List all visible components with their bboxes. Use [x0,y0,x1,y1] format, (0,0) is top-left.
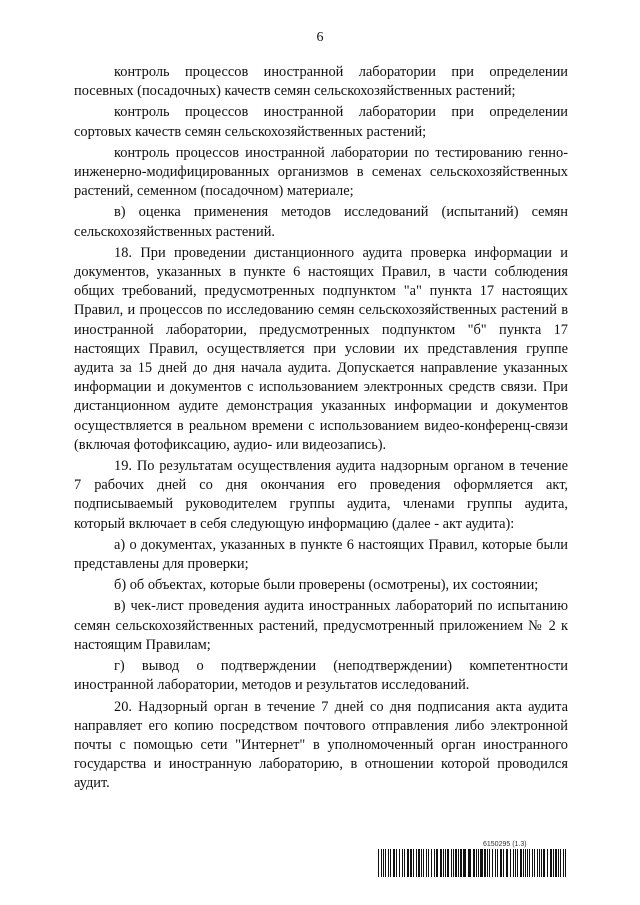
barcode-bar [565,849,566,877]
barcode-icon [378,849,568,877]
barcode-bar [378,849,379,877]
barcode-bar [410,849,412,877]
barcode-bar [402,849,403,877]
paragraph: в) чек-лист проведения аудита иностранных лабораторий по испытанию семян сельскохозяйственных растений, предусмотренный приложением № 2 к настоящим Правилам; [74,598,568,653]
barcode-bar [555,849,557,877]
paragraph: контроль процессов иностранной лаборатории по тестированию генно-инженерно-модифицированных организмов в семенах сельскохозяйственных растений, семенном (посадочном) материале; [74,144,568,200]
paragraph: г) вывод о подтверждении (неподтверждении) компетентности иностранной лаборатории, методов и результатов исследований. [74,658,568,694]
barcode-bar [447,849,449,877]
barcode-bar [383,849,384,877]
barcode-bar [525,849,526,877]
paragraph: контроль процессов иностранной лаборатории при определении сортовых качеств семян сельскохозяйственных растений; [74,104,568,140]
barcode-bar [458,849,459,877]
barcode-bar [480,849,483,877]
barcode-bar [476,849,477,877]
paragraph: б) об объектах, которые были проверены (осмотрены), их состоянии; [114,577,539,594]
barcode-bar [473,849,475,877]
barcode-bar [547,849,548,877]
barcode-bar [404,849,405,877]
paragraph: 18. При проведении дистанционного аудита проверка информации и документов, указанных в пункте 6 настоящих Правил, в части соблюдения общих требований, предусмотренных подпунктом "а" пункта 17 настоящих Правил, и процессов по исследованию семян сельскохозяйственных растений в иностранной лаборатории, предусмотренных подпунктом "б" пункта 17 настоящих Правил, осуществляется при условии их представления группе аудита за 15 дней до дня начала аудита. Допускается направление указанных информации и документов с использованием электронных средств связи. При дистанционном аудите демонстрация указанных информации и документов осуществляется в реальном времени с использованием видео-конференц-связи (включая фотофиксацию, аудио- или видеозапись). [74,244,568,453]
barcode-bar [418,849,420,877]
barcode-bar [550,849,552,877]
barcode-bar [388,849,389,877]
barcode-bar [484,849,486,877]
barcode-bar [463,849,466,877]
paragraph: контроль процессов иностранной лаборатории при определении посевных (посадочных) качеств семян сельскохозяйственных растений; [74,64,568,100]
barcode-bar [445,849,446,877]
barcode-bar [460,849,462,877]
barcode-bar [539,849,540,877]
barcode-bar [553,849,554,877]
barcode-bar [455,849,457,877]
barcode-bar [497,849,498,877]
barcode-bar [434,849,435,877]
barcode-bar [537,849,538,877]
barcode-bar [513,849,514,877]
barcode-bar [440,849,442,877]
paragraph: 20. Надзорный орган в течение 7 дней со дня подписания акта аудита направляет его копию посредством почтового отправления либо электронной почты с помощью сети "Интернет" в уполномоченный орган иностранного государства и иностранную лабораторию, в отношении которой проводился аудит. [74,698,568,792]
barcode-bar [506,849,508,877]
barcode-bar [407,849,409,877]
barcode-bar [543,849,545,877]
barcode-bar [416,849,417,877]
barcode-bar [487,849,488,877]
barcode-bar [413,849,414,877]
barcode-bar [428,849,429,877]
barcode-bar [495,849,496,877]
paragraph: в) оценка применения методов исследований (испытаний) семян сельскохозяйственных растений. [74,204,568,240]
barcode-bar [489,849,490,877]
page-number: 6 [316,30,324,45]
barcode-bar [390,849,391,877]
barcode-bar [385,849,386,877]
barcode-bar [563,849,564,877]
barcode-bar [558,849,559,877]
barcode-bar [534,849,535,877]
barcode-bar [523,849,524,877]
barcode-bar [468,849,471,877]
barcode-bar [503,849,504,877]
barcode-bar [393,849,395,877]
barcode-bar [541,849,542,877]
barcode-bar [381,849,382,877]
barcode-bar [500,849,502,877]
barcode-bar [527,849,528,877]
barcode-bar [529,849,530,877]
barcode-bar [399,849,400,877]
barcode-bar [510,849,511,877]
barcode-bar [517,849,518,877]
barcode-bar [396,849,397,877]
barcode-bar [453,849,454,877]
paragraph: а) о документах, указанных в пункте 6 настоящих Правил, которые были представлены для проверки; [74,536,568,573]
barcode-bar [423,849,424,877]
barcode-bar [520,849,522,877]
barcode-bar [515,849,516,877]
barcode-bar [443,849,444,877]
document-body [74,63,568,796]
paragraph: 19. По результатам осуществления аудита надзорным органом в течение 7 рабочих дней со дня окончания его проведения оформляется акт, подписываемый руководителем группы аудита, членами группы аудита, который включает в себя следующую информацию (далее - акт аудита): [74,458,568,532]
barcode-bar [426,849,427,877]
barcode-bar [451,849,452,877]
barcode-bar [431,849,432,877]
barcode-bar [436,849,438,877]
barcode-bar [492,849,493,877]
barcode-bar [532,849,533,877]
barcode-bar [421,849,422,877]
barcode-bar [560,849,561,877]
barcode-id: 6150295 (1.3) [483,841,527,848]
barcode-bar [478,849,479,877]
